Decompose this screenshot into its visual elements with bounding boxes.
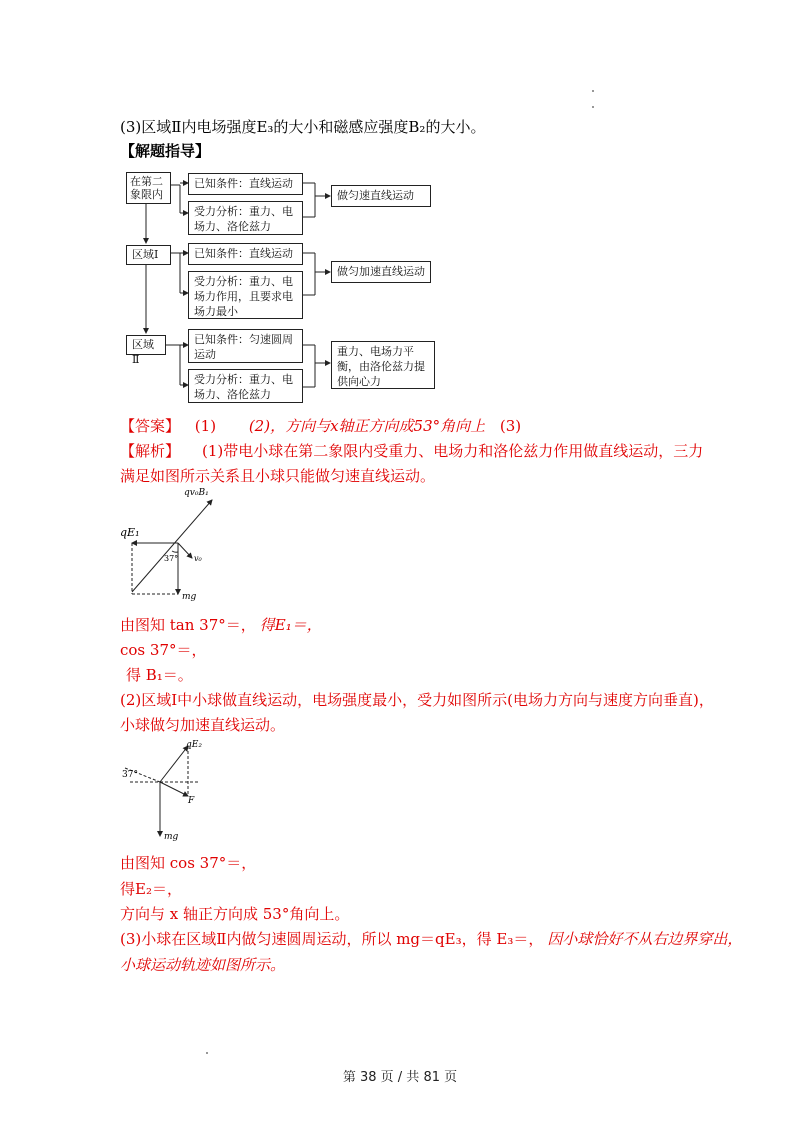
eq1-line1 [120, 615, 322, 635]
force-diagram-2 [120, 740, 220, 845]
answer-label: 【答案】 [120, 417, 181, 435]
flow-result2: 做匀加速直线运动 [331, 261, 431, 283]
eq2-b: 得E₂＝， [120, 880, 182, 898]
analysis-p2-line1: (2)区域Ⅰ中小球做直线运动，电场强度最小，受力如图所示(电场力方向与速度方向垂直)， [120, 691, 714, 709]
analysis-p3-a: (3)小球在区域Ⅱ内做匀速圆周运动，所以 mg＝qE₃，得 E₃＝， [120, 930, 544, 948]
fig2-mg-label: mg [164, 832, 179, 842]
flow-known1: 已知条件：直线运动 [188, 173, 303, 195]
flow-step3: 区域Ⅱ [126, 335, 166, 355]
analysis-label: 【解析】 [120, 442, 181, 460]
answer-line [120, 416, 521, 436]
fig1-v-label: v₀ [194, 554, 202, 563]
flow-force1: 受力分析：重力、电场力、洛伦兹力 [188, 201, 303, 235]
answer-part1: (1) [194, 417, 217, 435]
analysis-p3-b: 因小球恰好不从右边界穿出， [547, 930, 743, 948]
eq2-a: 由图知 cos 37°＝， [120, 854, 257, 872]
answer-part2: (2)，方向与x轴正方向成53°角向上 [248, 417, 486, 435]
fig1-angle-label: 37° [164, 554, 179, 563]
eq1-c: cos 37°＝， [120, 641, 207, 659]
fig1-qE-label: qE₁ [120, 526, 140, 539]
flow-force2: 受力分析：重力、电场力作用，且要求电场力最小 [188, 271, 303, 319]
flow-diagram [120, 165, 440, 410]
eq1-a: 由图知 tan 37°＝， [120, 616, 256, 634]
fig2-angle-label: 37° [122, 770, 138, 780]
force-diagram-1 [120, 488, 230, 608]
flow-result1: 做匀速直线运动 [331, 185, 431, 207]
question-part3: (3)区域Ⅱ内电场强度E₃的大小和磁感应强度B₂的大小。 [120, 118, 486, 136]
fig1-mg-label: mg [182, 592, 197, 602]
analysis-p3-c: 小球运动轨迹如图所示。 [120, 956, 286, 974]
flow-force3: 受力分析：重力、电场力、洛伦兹力 [188, 369, 303, 403]
analysis-p1-line2: 满足如图所示关系且小球只能做匀速直线运动。 [120, 467, 436, 485]
fig2-F-label: F [188, 796, 195, 806]
flow-step1: 在第二象限内 [126, 172, 171, 204]
fig2-qE-label: qE₂ [186, 740, 202, 750]
stray-dot [592, 106, 594, 108]
force-diagram-1-svg [120, 488, 230, 608]
analysis-line1 [120, 441, 703, 461]
flow-known2: 已知条件：直线运动 [188, 243, 303, 265]
eq1-b: 得E₁＝， [259, 616, 322, 634]
answer-part3: (3) [499, 417, 522, 435]
guide-heading: 【解题指导】 [120, 142, 211, 160]
eq2-c: 方向与 x 轴正方向成 53°角向上。 [120, 905, 350, 923]
flow-known3: 已知条件：匀速圆周运动 [188, 329, 303, 363]
eq1-d: 得 B₁＝。 [126, 666, 193, 684]
flow-step2: 区域Ⅰ [126, 245, 171, 265]
stray-dot [592, 90, 594, 92]
fig1-qvB-label: qv₀B₁ [184, 488, 209, 498]
flow-result3: 重力、电场力平衡，由洛伦兹力提供向心力 [331, 341, 435, 389]
analysis-p3-line1 [120, 929, 742, 949]
analysis-p1-line1: (1)带电小球在第二象限内受重力、电场力和洛伦兹力作用做直线运动，三力 [202, 442, 704, 460]
force-diagram-2-svg [120, 740, 220, 845]
analysis-p2-line2: 小球做匀加速直线运动。 [120, 716, 286, 734]
stray-dot [206, 1052, 208, 1054]
page-footer: 第 38 页 / 共 81 页 [342, 1070, 458, 1085]
